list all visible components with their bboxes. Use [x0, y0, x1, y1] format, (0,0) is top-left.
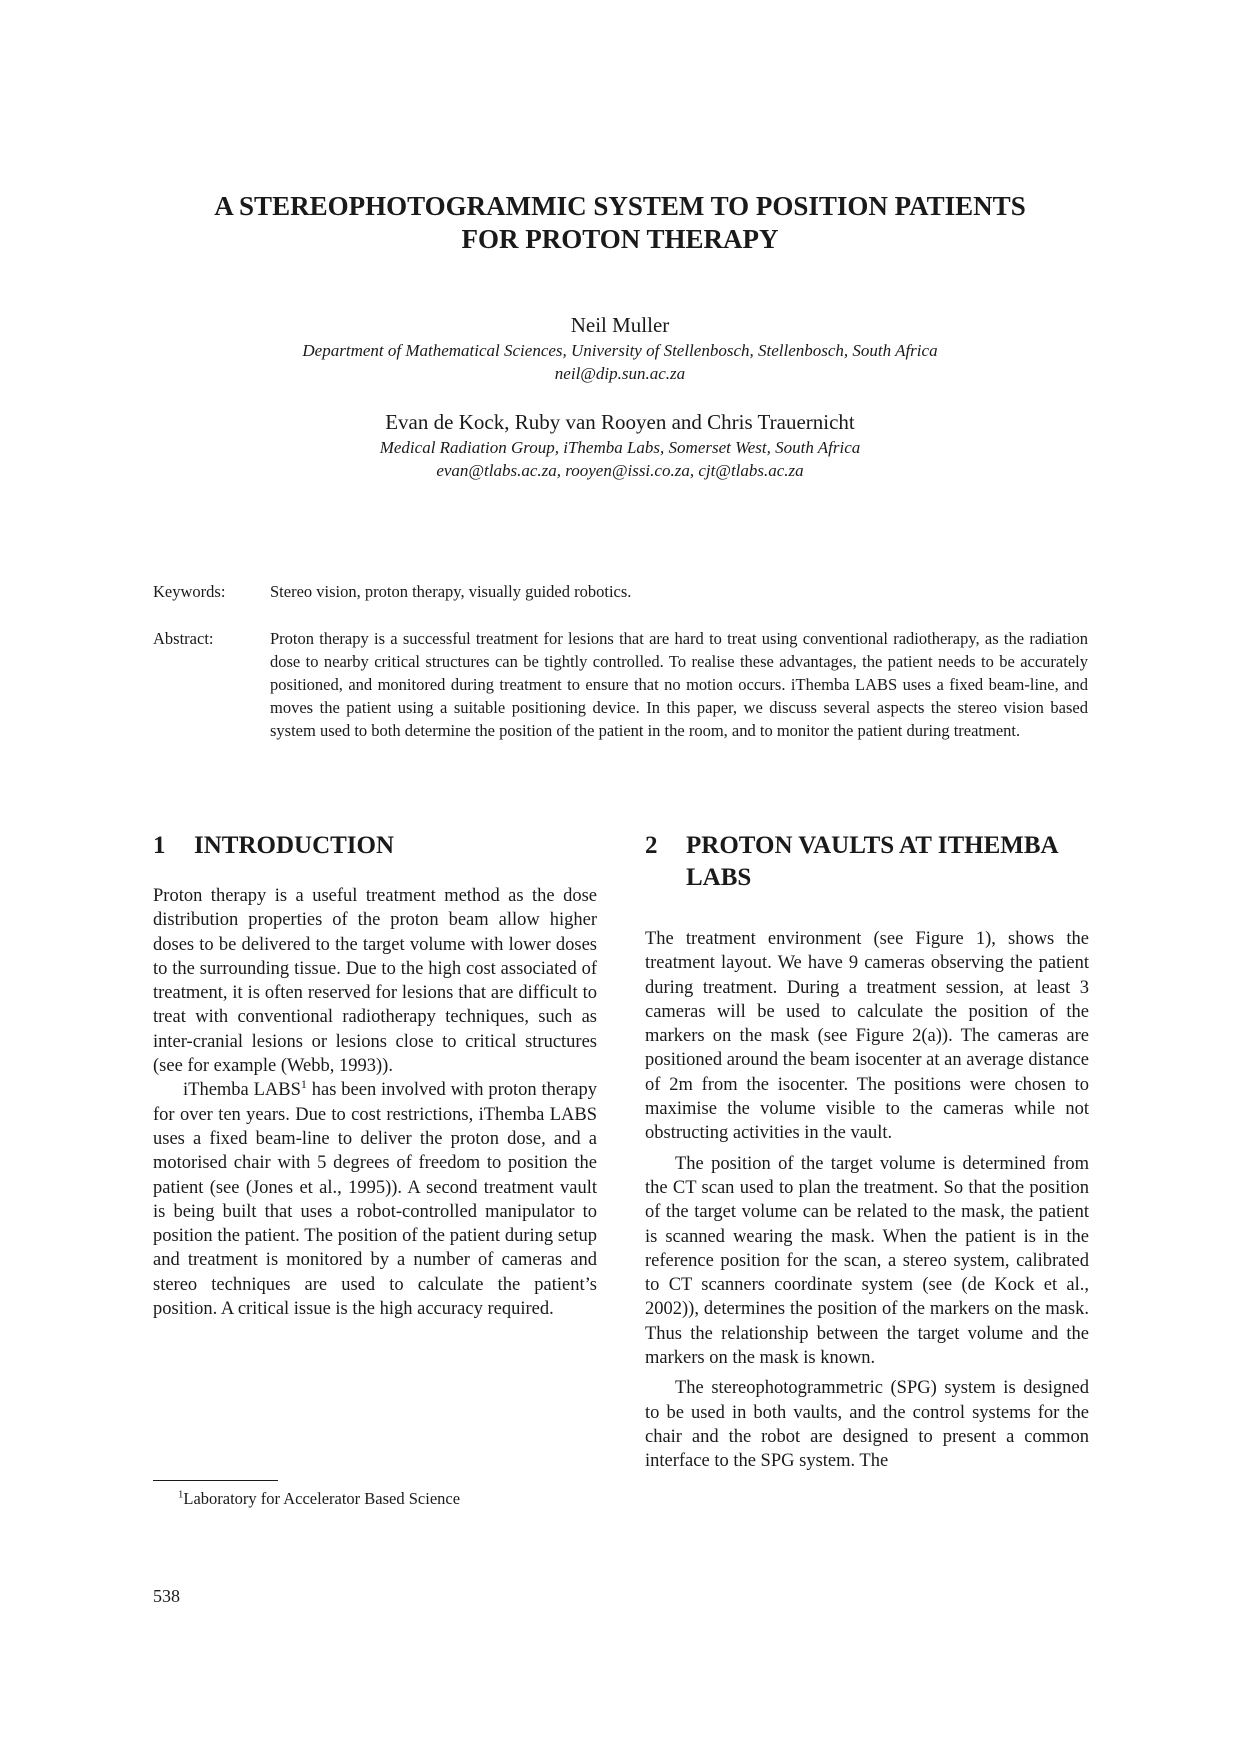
footnote-text: Laboratory for Accelerator Based Science [183, 1489, 461, 1508]
section-title: INTRODUCTION [194, 832, 395, 859]
author-affiliation: Department of Mathematical Sciences, University of Stellenbosch, Stellenbosch, South Africa [302, 341, 938, 360]
author-affiliation: Medical Radiation Group, iThemba Labs, Somerset West, South Africa [379, 438, 861, 457]
paper-title-line-1: A STEREOPHOTOGRAMMIC SYSTEM TO POSITION PATIENTS [214, 191, 1026, 221]
abstract-label: Abstract: [153, 629, 214, 648]
section-title-line-1: PROTON VAULTS AT ITHEMBA [686, 832, 1059, 859]
section-2-body [645, 927, 1089, 1474]
footnote-reference: 1 [300, 1077, 307, 1092]
author-email: neil@dip.sun.ac.za [554, 364, 686, 383]
section-number: 2 [645, 832, 658, 859]
paragraph-continuation: has been involved with proton therapy for over ten years. Due to cost restrictions, iThemba LABS uses a fixed beam-line to deliver the proton dose, and a motorised chair with 5 degrees of freedom to position the patient (see (Jones et al., 1995)). A second treatment vault is being built that uses a robot-controlled manipulator to position the patient. The position of the patient during setup and treatment is monitored by a number of cameras and stereo techniques are used to calculate the patient’s position. A critical issue is the high accuracy required. [153, 1080, 597, 1320]
page-number: 538 [153, 1586, 180, 1606]
paragraph: The stereophotogrammetric (SPG) system is designed to be used in both vaults, and the control systems for the chair and the robot are designed to present a common interface to the SPG system. The [645, 1378, 1089, 1472]
keywords-text: Stereo vision, proton therapy, visually guided robotics. [270, 582, 632, 601]
author-block-2 [150, 408, 1090, 482]
author-name: Neil Muller [570, 313, 670, 337]
paragraph: The treatment environment (see Figure 1), shows the treatment layout. We have 9 cameras observing the patient during treatment. During a treatment session, at least 3 cameras will be used to calculate the position of the markers on the mask (see Figure 2(a)). The cameras are positioned around the beam isocenter at an average distance of 2m from the isocenter. The positions were chosen to maximise the volume visible to the cameras while not obstructing activities in the vault. [645, 929, 1089, 1144]
section-title-line-2: LABS [686, 864, 752, 891]
footnote [178, 1488, 460, 1510]
author-block-1 [150, 311, 1090, 385]
author-name: Evan de Kock, Ruby van Rooyen and Chris Trauernicht [385, 410, 855, 434]
keywords-label: Keywords: [153, 582, 226, 601]
section-2-heading [645, 830, 1089, 896]
section-number: 1 [153, 832, 166, 859]
paragraph [153, 1078, 597, 1321]
author-email: evan@tlabs.ac.za, rooyen@issi.co.za, cjt@tlabs.ac.za [436, 461, 804, 480]
paragraph: The position of the target volume is determined from the CT scan used to plan the treatment. So that the position of the target volume can be related to the mask, the patient is scanned wearing the mask. When the patient is in the reference position for the scan, a stereo system, calibrated to CT scanners coordinate system (see (de Kock et al., 2002)), determines the position of the markers on the mask. Thus the relationship between the target volume and the markers on the mask is known. [645, 1153, 1089, 1369]
footnote-rule [153, 1480, 278, 1481]
section-title [686, 830, 1059, 894]
footnote-marker: 1 [178, 1488, 184, 1501]
abstract-text: Proton therapy is a successful treatment for lesions that are hard to treat using conventional radiotherapy, as the radiation dose to nearby critical structures can be tightly controlled. To realise these advantages, the patient needs to be accurately positioned, and monitored during treatment to ensure that no motion occurs. iThemba LABS uses a fixed beam-line, and moves the patient using a suitable positioning device. In this paper, we discuss several aspects the stereo vision based system used to both determine the position of the patient in the room, and to monitor the patient during treatment. [270, 629, 1088, 740]
paragraph: Proton therapy is a useful treatment method as the dose distribution properties of the proton beam allow higher doses to be delivered to the target volume with lower doses to the surrounding tissue. Due to the high cost associated of treatment, it is often reserved for lesions that are difficult to treat with conventional radiotherapy techniques, such as inter-cranial lesions or lesions close to critical structures (see for example (Webb, 1993)). [153, 886, 597, 1077]
paper-title-line-2: FOR PROTON THERAPY [461, 224, 779, 254]
ithemba-labs-text: iThemba LABS [183, 1080, 301, 1101]
section-1-body [153, 884, 597, 1321]
paper-title [150, 190, 1090, 256]
